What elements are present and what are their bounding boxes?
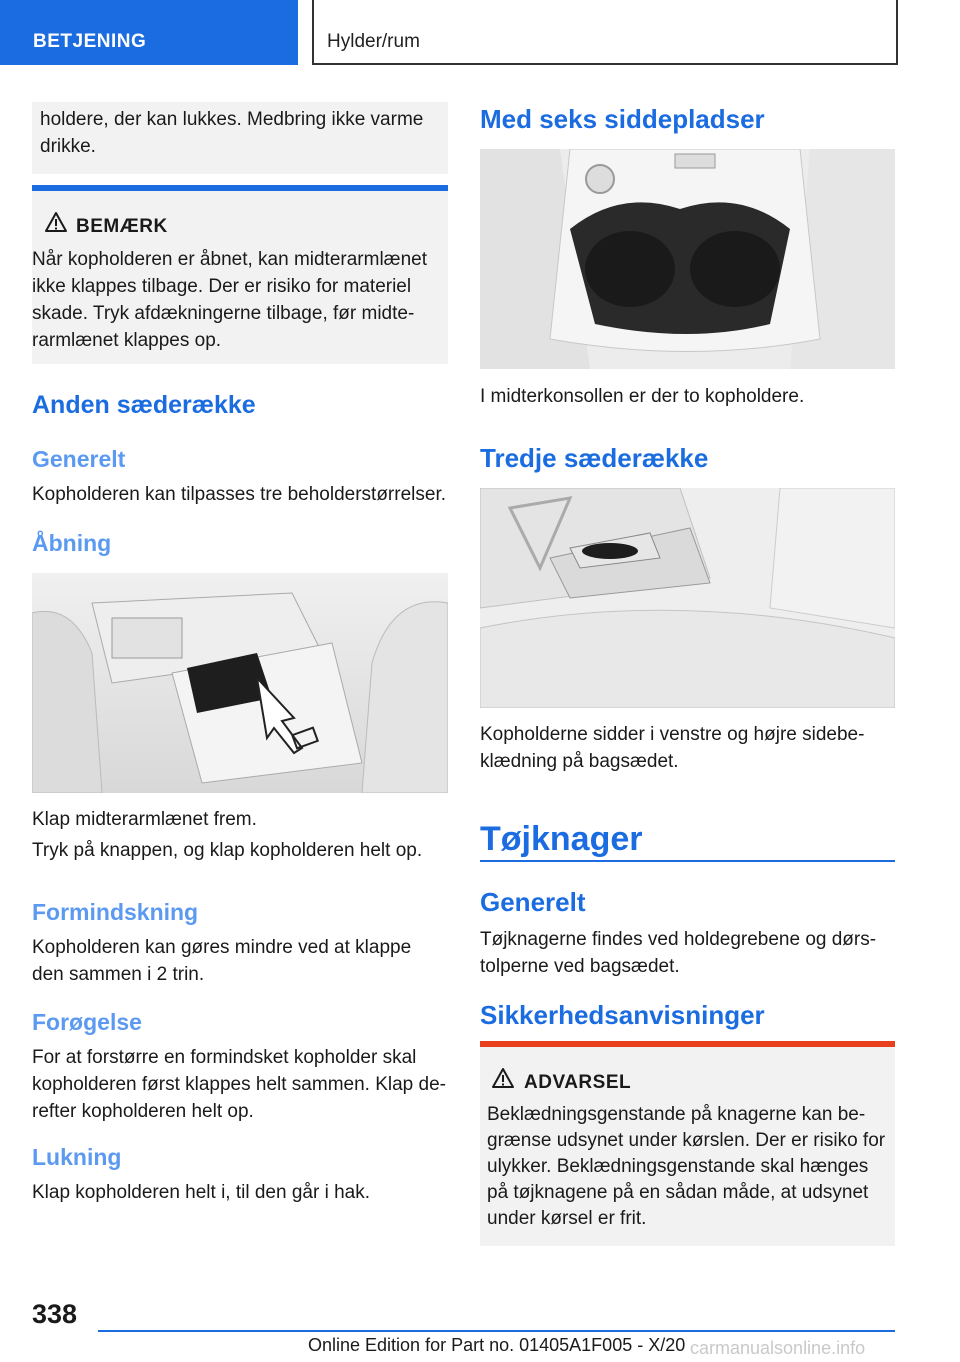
enlarge-line-1: For at forstørre en formindsket kopholder skal <box>32 1047 417 1068</box>
third-row-line-2: klædning på bagsædet. <box>480 751 679 772</box>
intro-line-2: drikke. <box>40 136 96 157</box>
section-label: BETJENING <box>33 31 147 52</box>
watermark-text: carmanualsonline.info <box>690 1338 866 1358</box>
heading-enlarge: Forøgelse <box>32 1009 142 1035</box>
edition-text: Online Edition for Part no. 01405A1F005 - X/20 <box>308 1335 686 1355</box>
armrest-cupholder-image <box>32 573 448 793</box>
warning-triangle-icon <box>44 211 68 233</box>
hooks-underline <box>480 860 895 862</box>
reduce-line-2: den sammen i 2 trin. <box>32 964 205 985</box>
hooks-general-line-1: Tøjknagerne findes ved holdegrebene og dørs‐ <box>480 929 877 950</box>
heading-general: Generelt <box>32 446 126 472</box>
heading-second-row: Anden sæderække <box>32 391 256 419</box>
intro-line-1: holdere, der kan lukkes. Medbring ikke varme <box>40 109 424 130</box>
notice-line-4: rarmlænet klappes op. <box>32 330 222 351</box>
notice-title: BEMÆRK <box>76 216 168 237</box>
warning-box <box>480 1047 895 1246</box>
warning-line-1: Beklædningsgenstande på knagerne kan be‐ <box>487 1104 866 1125</box>
heading-opening: Åbning <box>32 530 112 556</box>
topic-label: Hylder/rum <box>327 31 420 52</box>
warning-line-5: under kørsel er frit. <box>487 1208 647 1229</box>
heading-hooks-general: Generelt <box>480 887 586 917</box>
warning-line-2: grænse udsynet under kørslen. Der er risiko for <box>487 1130 886 1151</box>
notice-box <box>32 191 448 364</box>
intro-box <box>32 102 448 174</box>
hooks-general-line-2: tolperne ved bagsædet. <box>480 956 680 977</box>
warning-line-3: ulykker. Beklædningsgenstande skal hænges <box>487 1156 869 1177</box>
opening-step-2: Tryk på knappen, og klap kopholderen helt op. <box>32 840 423 861</box>
section-tab <box>0 0 298 65</box>
six-seats-caption: I midterkonsollen er der to kopholdere. <box>480 386 805 407</box>
heading-close: Lukning <box>32 1144 122 1170</box>
close-text: Klap kopholderen helt i, til den går i hak. <box>32 1182 370 1203</box>
warning-line-4: på tøjknagene på en sådan måde, at udsynet <box>487 1182 869 1203</box>
heading-six-seats: Med seks siddepladser <box>480 104 765 134</box>
page-number: 338 <box>32 1299 78 1329</box>
side-trim-cupholder-image <box>480 488 895 708</box>
heading-hooks: Tøjknager <box>480 820 643 858</box>
enlarge-line-2: kopholderen først klappes helt sammen. Klap de‐ <box>32 1074 446 1095</box>
footer-line <box>98 1330 895 1332</box>
heading-reduce: Formindskning <box>32 899 199 925</box>
general-text: Kopholderen kan tilpasses tre beholderstørrelser. <box>32 484 447 505</box>
warning-title: ADVARSEL <box>524 1072 632 1093</box>
enlarge-line-3: refter kopholderen helt op. <box>32 1101 254 1122</box>
opening-step-1: Klap midterarmlænet frem. <box>32 809 257 830</box>
center-console-cupholders-image <box>480 149 895 369</box>
notice-line-2: ikke klappes tilbage. Der er risiko for materiel <box>32 276 412 297</box>
reduce-line-1: Kopholderen kan gøres mindre ved at klappe <box>32 937 412 958</box>
warning-triangle-icon <box>491 1067 515 1089</box>
heading-third-row: Tredje sæderække <box>480 443 709 473</box>
third-row-line-1: Kopholderne sidder i venstre og højre sidebe‐ <box>480 724 865 745</box>
notice-line-1: Når kopholderen er åbnet, kan midterarmlænet <box>32 249 427 270</box>
notice-line-3: skade. Tryk afdækningerne tilbage, før midte‐ <box>32 303 415 324</box>
topic-tab <box>312 0 898 65</box>
heading-safety: Sikkerhedsanvisninger <box>480 1000 765 1030</box>
